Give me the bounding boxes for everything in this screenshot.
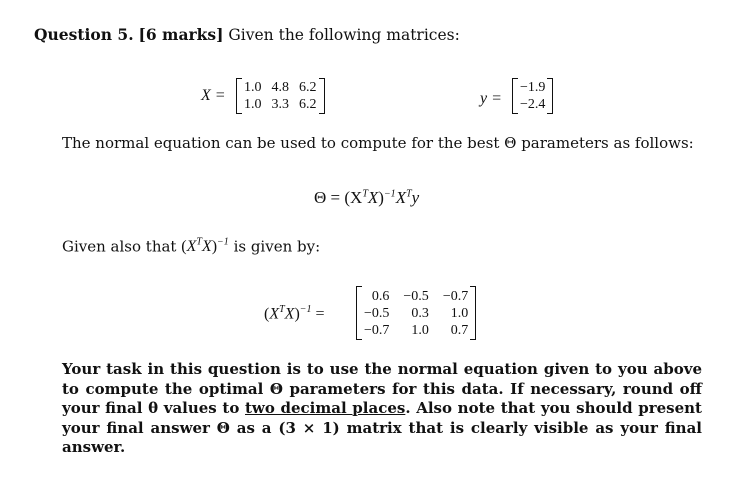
question-intro: Given the following matrices: [228,26,460,44]
matrix-x [236,78,325,114]
inverse-matrix-cell: −0.5 [364,305,390,321]
vector-y-cell: −1.9 [520,80,546,95]
matrix-x-cell: 1.0 [244,80,262,95]
matrix-x-cell: 3.3 [271,97,289,112]
vector-y-label: y = [480,90,502,107]
inverse-matrix-cell: −0.7 [442,288,469,304]
matrix-x-label: X = [201,87,226,104]
question-header [34,25,460,44]
inverse-matrix-cell: 0.6 [371,288,390,304]
normal-equation-text: The normal equation can be used to compute for the best Θ parameters as follows: [62,134,694,152]
matrix-x-cell: 1.0 [244,97,262,112]
matrix-x-cell: 4.8 [271,80,289,95]
vector-y-cell: −2.4 [520,97,546,112]
vector-y [512,78,553,114]
inverse-matrix-cell: 1.0 [450,305,469,321]
inverse-matrix-cell: 0.3 [411,305,429,321]
question-number: Question 5. [34,25,134,44]
task-underlined: two decimal places [245,399,406,417]
normal-equation: $\Theta = (X^TX)^{-1}X^Ty$ [314,188,420,207]
inverse-matrix-cell: 1.0 [411,322,429,338]
question-marks: [6 marks] [138,25,224,44]
task-paragraph: Your task in this question is to use the normal equation given to you above to compute the optimal Θ parameters for this data. If necessary, round off your final θ values to two decimal places. Also note that you should present your final answer Θ as a (3 × 1) matrix that is clearly visible as your final answer. [62,360,702,456]
matrix-x-cell: 6.2 [299,97,317,112]
inverse-label: $(X^TX)^{-1}$ = [264,304,325,323]
matrix-x-cell: 6.2 [299,80,317,95]
inverse-matrix-cell: 0.7 [450,322,469,338]
inverse-matrix-cell: −0.7 [364,322,390,338]
inverse-matrix-cell: −0.5 [403,288,429,304]
inverse-matrix [356,286,476,340]
given-text: Given also that $(X^TX)^{-1}$ is given by: [62,237,321,256]
